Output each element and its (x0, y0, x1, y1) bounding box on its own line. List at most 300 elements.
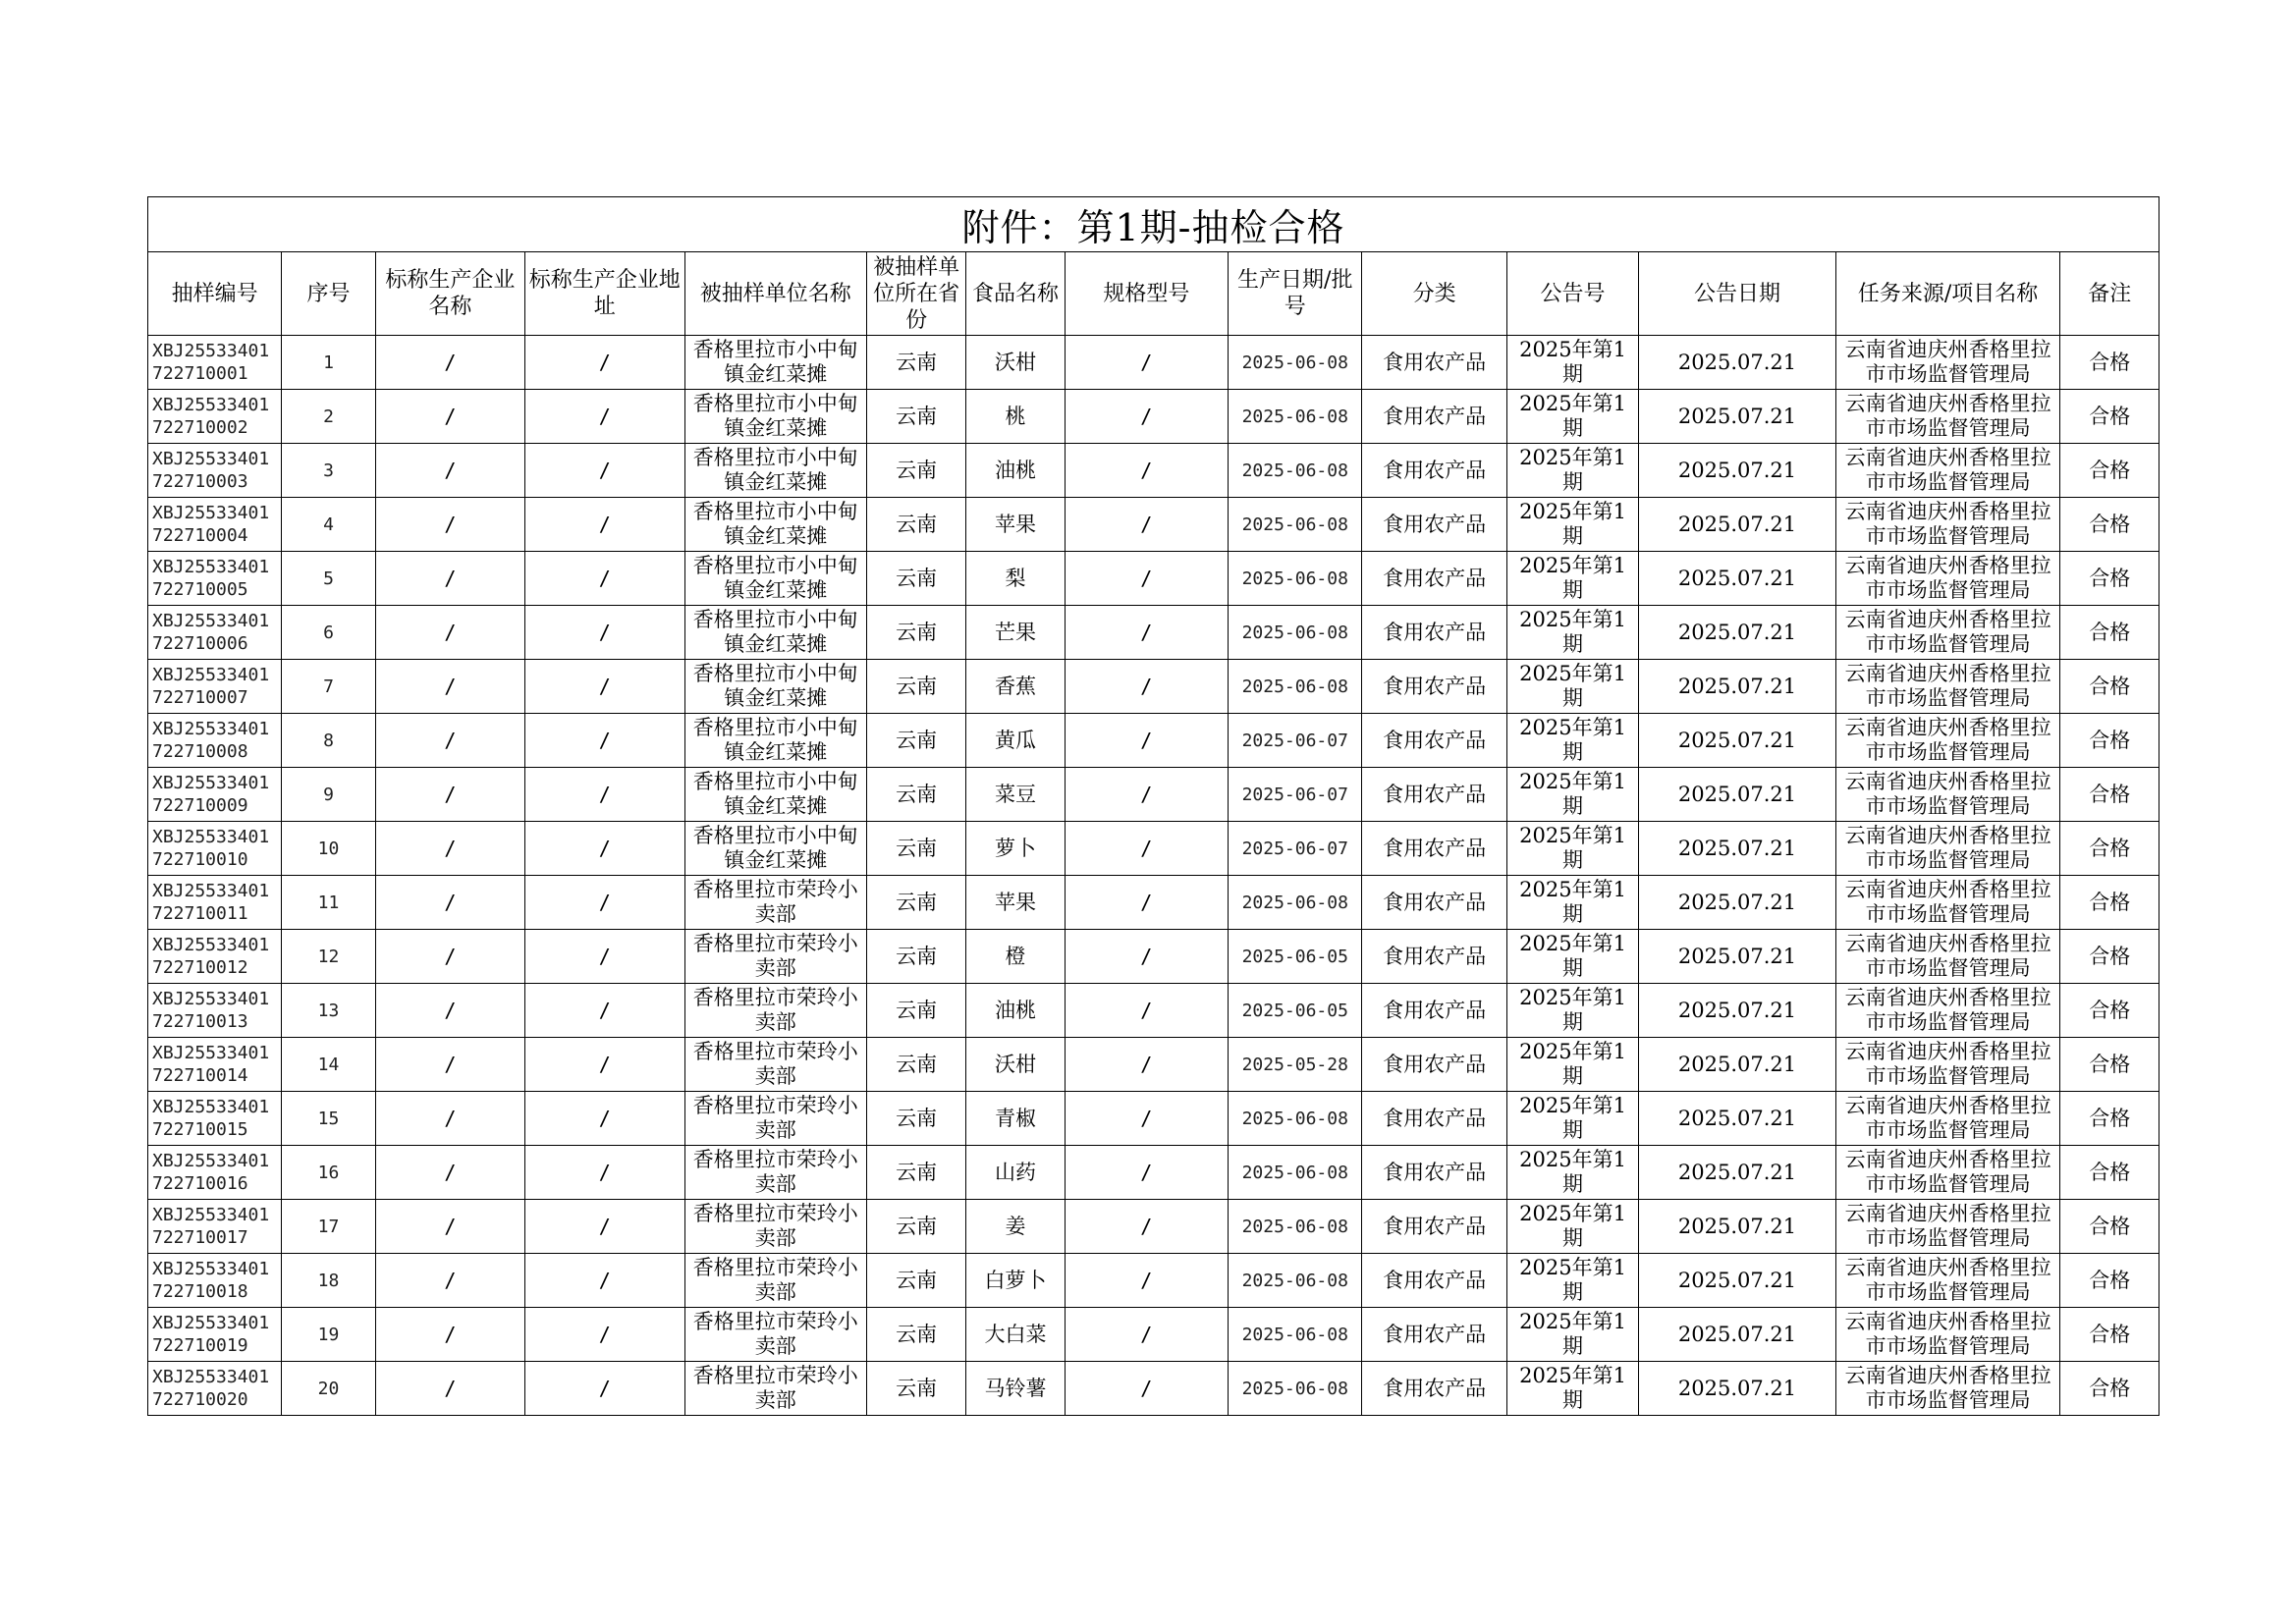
sample-code-cell: XBJ25533401722710016 (148, 1146, 282, 1200)
province-cell: 云南 (867, 444, 966, 498)
manufacturer-address-cell: / (525, 1146, 684, 1200)
category-cell: 食用农产品 (1362, 822, 1506, 876)
table-row (148, 876, 2159, 930)
food-name-cell: 沃柑 (966, 336, 1065, 390)
sampled-unit-cell: 香格里拉市荣玲小卖部 (684, 1200, 867, 1254)
sample-code-cell: XBJ25533401722710010 (148, 822, 282, 876)
notice-number-cell: 2025年第1期 (1506, 714, 1638, 768)
manufacturer-address-cell: / (525, 714, 684, 768)
province-cell: 云南 (867, 336, 966, 390)
food-name-cell: 香蕉 (966, 660, 1065, 714)
manufacturer-address-cell: / (525, 930, 684, 984)
province-cell: 云南 (867, 1200, 966, 1254)
notice-number-cell: 2025年第1期 (1506, 1362, 1638, 1416)
notice-date-cell: 2025.07.21 (1639, 930, 1836, 984)
sampled-unit-cell: 香格里拉市小中甸镇金红菜摊 (684, 444, 867, 498)
food-name-cell: 梨 (966, 552, 1065, 606)
production-date-cell: 2025-06-08 (1229, 606, 1362, 660)
task-source-cell: 云南省迪庆州香格里拉市市场监督管理局 (1835, 660, 2060, 714)
manufacturer-address-cell: / (525, 768, 684, 822)
category-cell: 食用农产品 (1362, 876, 1506, 930)
table-row (148, 984, 2159, 1038)
sampled-unit-cell: 香格里拉市小中甸镇金红菜摊 (684, 822, 867, 876)
notice-number-cell: 2025年第1期 (1506, 606, 1638, 660)
notice-date-cell: 2025.07.21 (1639, 1038, 1836, 1092)
sample-code-cell: XBJ25533401722710017 (148, 1200, 282, 1254)
sample-code-cell: XBJ25533401722710013 (148, 984, 282, 1038)
spec-cell: / (1065, 1038, 1228, 1092)
province-cell: 云南 (867, 498, 966, 552)
notice-number-cell: 2025年第1期 (1506, 1092, 1638, 1146)
province-cell: 云南 (867, 1362, 966, 1416)
category-cell: 食用农产品 (1362, 1308, 1506, 1362)
column-header: 分类 (1362, 252, 1506, 336)
province-cell: 云南 (867, 822, 966, 876)
sequence-cell: 12 (282, 930, 375, 984)
manufacturer-address-cell: / (525, 552, 684, 606)
notice-date-cell: 2025.07.21 (1639, 1254, 1836, 1308)
notice-number-cell: 2025年第1期 (1506, 768, 1638, 822)
remark-cell: 合格 (2060, 498, 2159, 552)
column-header: 规格型号 (1065, 252, 1228, 336)
sequence-cell: 19 (282, 1308, 375, 1362)
manufacturer-name-cell: / (375, 1254, 524, 1308)
manufacturer-name-cell: / (375, 660, 524, 714)
remark-cell: 合格 (2060, 1038, 2159, 1092)
food-name-cell: 桃 (966, 390, 1065, 444)
remark-cell: 合格 (2060, 606, 2159, 660)
production-date-cell: 2025-05-28 (1229, 1038, 1362, 1092)
spec-cell: / (1065, 498, 1228, 552)
notice-date-cell: 2025.07.21 (1639, 876, 1836, 930)
food-name-cell: 黄瓜 (966, 714, 1065, 768)
food-name-cell: 大白菜 (966, 1308, 1065, 1362)
category-cell: 食用农产品 (1362, 1146, 1506, 1200)
sample-code-cell: XBJ25533401722710004 (148, 498, 282, 552)
spec-cell: / (1065, 984, 1228, 1038)
manufacturer-name-cell: / (375, 498, 524, 552)
province-cell: 云南 (867, 1146, 966, 1200)
sequence-cell: 1 (282, 336, 375, 390)
production-date-cell: 2025-06-08 (1229, 336, 1362, 390)
food-name-cell: 萝卜 (966, 822, 1065, 876)
task-source-cell: 云南省迪庆州香格里拉市市场监督管理局 (1835, 1362, 2060, 1416)
manufacturer-address-cell: / (525, 444, 684, 498)
remark-cell: 合格 (2060, 984, 2159, 1038)
remark-cell: 合格 (2060, 768, 2159, 822)
sampled-unit-cell: 香格里拉市小中甸镇金红菜摊 (684, 660, 867, 714)
manufacturer-name-cell: / (375, 606, 524, 660)
spec-cell: / (1065, 444, 1228, 498)
notice-date-cell: 2025.07.21 (1639, 552, 1836, 606)
province-cell: 云南 (867, 1254, 966, 1308)
sampled-unit-cell: 香格里拉市荣玲小卖部 (684, 1362, 867, 1416)
spec-cell: / (1065, 1092, 1228, 1146)
task-source-cell: 云南省迪庆州香格里拉市市场监督管理局 (1835, 930, 2060, 984)
sampled-unit-cell: 香格里拉市荣玲小卖部 (684, 1038, 867, 1092)
notice-date-cell: 2025.07.21 (1639, 606, 1836, 660)
notice-number-cell: 2025年第1期 (1506, 390, 1638, 444)
remark-cell: 合格 (2060, 1092, 2159, 1146)
food-name-cell: 沃柑 (966, 1038, 1065, 1092)
category-cell: 食用农产品 (1362, 336, 1506, 390)
sampled-unit-cell: 香格里拉市小中甸镇金红菜摊 (684, 336, 867, 390)
food-name-cell: 青椒 (966, 1092, 1065, 1146)
sequence-cell: 17 (282, 1200, 375, 1254)
province-cell: 云南 (867, 714, 966, 768)
manufacturer-name-cell: / (375, 822, 524, 876)
sample-code-cell: XBJ25533401722710001 (148, 336, 282, 390)
header-row (148, 252, 2159, 336)
spec-cell: / (1065, 822, 1228, 876)
production-date-cell: 2025-06-08 (1229, 1146, 1362, 1200)
table-row (148, 444, 2159, 498)
production-date-cell: 2025-06-07 (1229, 822, 1362, 876)
notice-date-cell: 2025.07.21 (1639, 1308, 1836, 1362)
manufacturer-name-cell: / (375, 984, 524, 1038)
food-name-cell: 白萝卜 (966, 1254, 1065, 1308)
category-cell: 食用农产品 (1362, 390, 1506, 444)
production-date-cell: 2025-06-08 (1229, 552, 1362, 606)
production-date-cell: 2025-06-08 (1229, 390, 1362, 444)
column-header: 序号 (282, 252, 375, 336)
manufacturer-name-cell: / (375, 876, 524, 930)
manufacturer-address-cell: / (525, 1092, 684, 1146)
manufacturer-name-cell: / (375, 336, 524, 390)
sequence-cell: 8 (282, 714, 375, 768)
manufacturer-address-cell: / (525, 390, 684, 444)
sequence-cell: 11 (282, 876, 375, 930)
column-header: 生产日期/批号 (1229, 252, 1362, 336)
table-body (148, 336, 2159, 1416)
sequence-cell: 7 (282, 660, 375, 714)
manufacturer-address-cell: / (525, 1362, 684, 1416)
notice-number-cell: 2025年第1期 (1506, 1254, 1638, 1308)
remark-cell: 合格 (2060, 552, 2159, 606)
category-cell: 食用农产品 (1362, 1362, 1506, 1416)
sampled-unit-cell: 香格里拉市荣玲小卖部 (684, 984, 867, 1038)
manufacturer-address-cell: / (525, 336, 684, 390)
sample-code-cell: XBJ25533401722710018 (148, 1254, 282, 1308)
table-row (148, 552, 2159, 606)
task-source-cell: 云南省迪庆州香格里拉市市场监督管理局 (1835, 336, 2060, 390)
task-source-cell: 云南省迪庆州香格里拉市市场监督管理局 (1835, 1254, 2060, 1308)
food-name-cell: 橙 (966, 930, 1065, 984)
notice-date-cell: 2025.07.21 (1639, 336, 1836, 390)
province-cell: 云南 (867, 606, 966, 660)
sample-code-cell: XBJ25533401722710012 (148, 930, 282, 984)
notice-date-cell: 2025.07.21 (1639, 498, 1836, 552)
notice-number-cell: 2025年第1期 (1506, 822, 1638, 876)
food-name-cell: 油桃 (966, 984, 1065, 1038)
production-date-cell: 2025-06-08 (1229, 1200, 1362, 1254)
sampled-unit-cell: 香格里拉市荣玲小卖部 (684, 1092, 867, 1146)
category-cell: 食用农产品 (1362, 930, 1506, 984)
sequence-cell: 18 (282, 1254, 375, 1308)
sample-code-cell: XBJ25533401722710003 (148, 444, 282, 498)
manufacturer-address-cell: / (525, 660, 684, 714)
province-cell: 云南 (867, 660, 966, 714)
sample-code-cell: XBJ25533401722710011 (148, 876, 282, 930)
spec-cell: / (1065, 930, 1228, 984)
sampled-unit-cell: 香格里拉市小中甸镇金红菜摊 (684, 714, 867, 768)
notice-number-cell: 2025年第1期 (1506, 1200, 1638, 1254)
food-name-cell: 马铃薯 (966, 1362, 1065, 1416)
sampled-unit-cell: 香格里拉市小中甸镇金红菜摊 (684, 768, 867, 822)
sample-code-cell: XBJ25533401722710005 (148, 552, 282, 606)
notice-number-cell: 2025年第1期 (1506, 984, 1638, 1038)
sampled-unit-cell: 香格里拉市荣玲小卖部 (684, 1254, 867, 1308)
manufacturer-name-cell: / (375, 1200, 524, 1254)
sample-code-cell: XBJ25533401722710014 (148, 1038, 282, 1092)
production-date-cell: 2025-06-07 (1229, 768, 1362, 822)
food-name-cell: 姜 (966, 1200, 1065, 1254)
manufacturer-address-cell: / (525, 1308, 684, 1362)
table-row (148, 714, 2159, 768)
manufacturer-address-cell: / (525, 1038, 684, 1092)
manufacturer-address-cell: / (525, 876, 684, 930)
sampled-unit-cell: 香格里拉市荣玲小卖部 (684, 930, 867, 984)
food-name-cell: 苹果 (966, 498, 1065, 552)
manufacturer-name-cell: / (375, 1038, 524, 1092)
production-date-cell: 2025-06-08 (1229, 1254, 1362, 1308)
sample-code-cell: XBJ25533401722710009 (148, 768, 282, 822)
production-date-cell: 2025-06-05 (1229, 984, 1362, 1038)
sequence-cell: 9 (282, 768, 375, 822)
province-cell: 云南 (867, 1308, 966, 1362)
table-row (148, 930, 2159, 984)
column-header: 被抽样单位所在省份 (867, 252, 966, 336)
sequence-cell: 3 (282, 444, 375, 498)
sampled-unit-cell: 香格里拉市小中甸镇金红菜摊 (684, 606, 867, 660)
category-cell: 食用农产品 (1362, 1254, 1506, 1308)
table-row (148, 606, 2159, 660)
notice-date-cell: 2025.07.21 (1639, 1092, 1836, 1146)
category-cell: 食用农产品 (1362, 1092, 1506, 1146)
sequence-cell: 14 (282, 1038, 375, 1092)
table-row (148, 498, 2159, 552)
column-header: 食品名称 (966, 252, 1065, 336)
page-title: 附件：第1期-抽检合格 (148, 197, 2159, 252)
column-header: 公告号 (1506, 252, 1638, 336)
table-row (148, 1038, 2159, 1092)
sample-code-cell: XBJ25533401722710008 (148, 714, 282, 768)
notice-number-cell: 2025年第1期 (1506, 930, 1638, 984)
remark-cell: 合格 (2060, 1254, 2159, 1308)
manufacturer-address-cell: / (525, 606, 684, 660)
province-cell: 云南 (867, 1038, 966, 1092)
spec-cell: / (1065, 876, 1228, 930)
production-date-cell: 2025-06-08 (1229, 1362, 1362, 1416)
production-date-cell: 2025-06-08 (1229, 876, 1362, 930)
province-cell: 云南 (867, 984, 966, 1038)
category-cell: 食用农产品 (1362, 1038, 1506, 1092)
sequence-cell: 5 (282, 552, 375, 606)
remark-cell: 合格 (2060, 1308, 2159, 1362)
task-source-cell: 云南省迪庆州香格里拉市市场监督管理局 (1835, 822, 2060, 876)
remark-cell: 合格 (2060, 444, 2159, 498)
manufacturer-address-cell: / (525, 1254, 684, 1308)
sampled-unit-cell: 香格里拉市荣玲小卖部 (684, 1308, 867, 1362)
task-source-cell: 云南省迪庆州香格里拉市市场监督管理局 (1835, 984, 2060, 1038)
notice-date-cell: 2025.07.21 (1639, 390, 1836, 444)
spec-cell: / (1065, 714, 1228, 768)
remark-cell: 合格 (2060, 714, 2159, 768)
notice-date-cell: 2025.07.21 (1639, 984, 1836, 1038)
table-row (148, 1254, 2159, 1308)
manufacturer-address-cell: / (525, 1200, 684, 1254)
sample-code-cell: XBJ25533401722710015 (148, 1092, 282, 1146)
category-cell: 食用农产品 (1362, 444, 1506, 498)
sequence-cell: 10 (282, 822, 375, 876)
notice-number-cell: 2025年第1期 (1506, 660, 1638, 714)
province-cell: 云南 (867, 552, 966, 606)
category-cell: 食用农产品 (1362, 660, 1506, 714)
province-cell: 云南 (867, 876, 966, 930)
production-date-cell: 2025-06-08 (1229, 1092, 1362, 1146)
manufacturer-name-cell: / (375, 1146, 524, 1200)
task-source-cell: 云南省迪庆州香格里拉市市场监督管理局 (1835, 1200, 2060, 1254)
manufacturer-name-cell: / (375, 390, 524, 444)
food-name-cell: 菜豆 (966, 768, 1065, 822)
column-header: 被抽样单位名称 (684, 252, 867, 336)
spec-cell: / (1065, 660, 1228, 714)
notice-number-cell: 2025年第1期 (1506, 498, 1638, 552)
production-date-cell: 2025-06-05 (1229, 930, 1362, 984)
spec-cell: / (1065, 390, 1228, 444)
manufacturer-address-cell: / (525, 984, 684, 1038)
category-cell: 食用农产品 (1362, 606, 1506, 660)
sampled-unit-cell: 香格里拉市小中甸镇金红菜摊 (684, 498, 867, 552)
manufacturer-name-cell: / (375, 1308, 524, 1362)
table-row (148, 1092, 2159, 1146)
task-source-cell: 云南省迪庆州香格里拉市市场监督管理局 (1835, 552, 2060, 606)
notice-number-cell: 2025年第1期 (1506, 1038, 1638, 1092)
food-name-cell: 芒果 (966, 606, 1065, 660)
task-source-cell: 云南省迪庆州香格里拉市市场监督管理局 (1835, 714, 2060, 768)
column-header: 公告日期 (1639, 252, 1836, 336)
notice-number-cell: 2025年第1期 (1506, 552, 1638, 606)
column-header: 抽样编号 (148, 252, 282, 336)
remark-cell: 合格 (2060, 336, 2159, 390)
remark-cell: 合格 (2060, 1200, 2159, 1254)
manufacturer-address-cell: / (525, 822, 684, 876)
manufacturer-name-cell: / (375, 1092, 524, 1146)
notice-date-cell: 2025.07.21 (1639, 1200, 1836, 1254)
inspection-table (147, 196, 2159, 1416)
manufacturer-name-cell: / (375, 552, 524, 606)
spec-cell: / (1065, 1362, 1228, 1416)
sample-code-cell: XBJ25533401722710007 (148, 660, 282, 714)
remark-cell: 合格 (2060, 822, 2159, 876)
sequence-cell: 20 (282, 1362, 375, 1416)
table-row (148, 1146, 2159, 1200)
spec-cell: / (1065, 1200, 1228, 1254)
sequence-cell: 13 (282, 984, 375, 1038)
sampled-unit-cell: 香格里拉市小中甸镇金红菜摊 (684, 390, 867, 444)
notice-number-cell: 2025年第1期 (1506, 1308, 1638, 1362)
spec-cell: / (1065, 552, 1228, 606)
sample-code-cell: XBJ25533401722710019 (148, 1308, 282, 1362)
remark-cell: 合格 (2060, 1146, 2159, 1200)
sample-code-cell: XBJ25533401722710002 (148, 390, 282, 444)
sequence-cell: 4 (282, 498, 375, 552)
column-header: 任务来源/项目名称 (1835, 252, 2060, 336)
column-header: 标称生产企业名称 (375, 252, 524, 336)
task-source-cell: 云南省迪庆州香格里拉市市场监督管理局 (1835, 444, 2060, 498)
table-row (148, 1362, 2159, 1416)
task-source-cell: 云南省迪庆州香格里拉市市场监督管理局 (1835, 876, 2060, 930)
spec-cell: / (1065, 1308, 1228, 1362)
sample-code-cell: XBJ25533401722710020 (148, 1362, 282, 1416)
sampled-unit-cell: 香格里拉市小中甸镇金红菜摊 (684, 552, 867, 606)
task-source-cell: 云南省迪庆州香格里拉市市场监督管理局 (1835, 1038, 2060, 1092)
sequence-cell: 16 (282, 1146, 375, 1200)
remark-cell: 合格 (2060, 876, 2159, 930)
category-cell: 食用农产品 (1362, 768, 1506, 822)
remark-cell: 合格 (2060, 1362, 2159, 1416)
sampled-unit-cell: 香格里拉市荣玲小卖部 (684, 876, 867, 930)
remark-cell: 合格 (2060, 390, 2159, 444)
notice-date-cell: 2025.07.21 (1639, 822, 1836, 876)
manufacturer-name-cell: / (375, 768, 524, 822)
manufacturer-name-cell: / (375, 1362, 524, 1416)
task-source-cell: 云南省迪庆州香格里拉市市场监督管理局 (1835, 498, 2060, 552)
notice-number-cell: 2025年第1期 (1506, 876, 1638, 930)
food-name-cell: 苹果 (966, 876, 1065, 930)
manufacturer-address-cell: / (525, 498, 684, 552)
spec-cell: / (1065, 768, 1228, 822)
spec-cell: / (1065, 606, 1228, 660)
food-name-cell: 油桃 (966, 444, 1065, 498)
task-source-cell: 云南省迪庆州香格里拉市市场监督管理局 (1835, 1308, 2060, 1362)
notice-date-cell: 2025.07.21 (1639, 768, 1836, 822)
notice-number-cell: 2025年第1期 (1506, 444, 1638, 498)
manufacturer-name-cell: / (375, 444, 524, 498)
task-source-cell: 云南省迪庆州香格里拉市市场监督管理局 (1835, 606, 2060, 660)
production-date-cell: 2025-06-08 (1229, 660, 1362, 714)
notice-number-cell: 2025年第1期 (1506, 1146, 1638, 1200)
province-cell: 云南 (867, 390, 966, 444)
table-row (148, 1200, 2159, 1254)
task-source-cell: 云南省迪庆州香格里拉市市场监督管理局 (1835, 1146, 2060, 1200)
production-date-cell: 2025-06-08 (1229, 1308, 1362, 1362)
table-row (148, 768, 2159, 822)
spec-cell: / (1065, 1254, 1228, 1308)
notice-date-cell: 2025.07.21 (1639, 1362, 1836, 1416)
category-cell: 食用农产品 (1362, 984, 1506, 1038)
spec-cell: / (1065, 1146, 1228, 1200)
table-row (148, 390, 2159, 444)
sequence-cell: 2 (282, 390, 375, 444)
notice-date-cell: 2025.07.21 (1639, 714, 1836, 768)
table-row (148, 822, 2159, 876)
task-source-cell: 云南省迪庆州香格里拉市市场监督管理局 (1835, 390, 2060, 444)
notice-date-cell: 2025.07.21 (1639, 660, 1836, 714)
sampled-unit-cell: 香格里拉市荣玲小卖部 (684, 1146, 867, 1200)
notice-number-cell: 2025年第1期 (1506, 336, 1638, 390)
table-row (148, 1308, 2159, 1362)
table-row (148, 336, 2159, 390)
sequence-cell: 6 (282, 606, 375, 660)
production-date-cell: 2025-06-07 (1229, 714, 1362, 768)
column-header: 标称生产企业地址 (525, 252, 684, 336)
notice-date-cell: 2025.07.21 (1639, 1146, 1836, 1200)
production-date-cell: 2025-06-08 (1229, 498, 1362, 552)
province-cell: 云南 (867, 1092, 966, 1146)
task-source-cell: 云南省迪庆州香格里拉市市场监督管理局 (1835, 1092, 2060, 1146)
remark-cell: 合格 (2060, 930, 2159, 984)
